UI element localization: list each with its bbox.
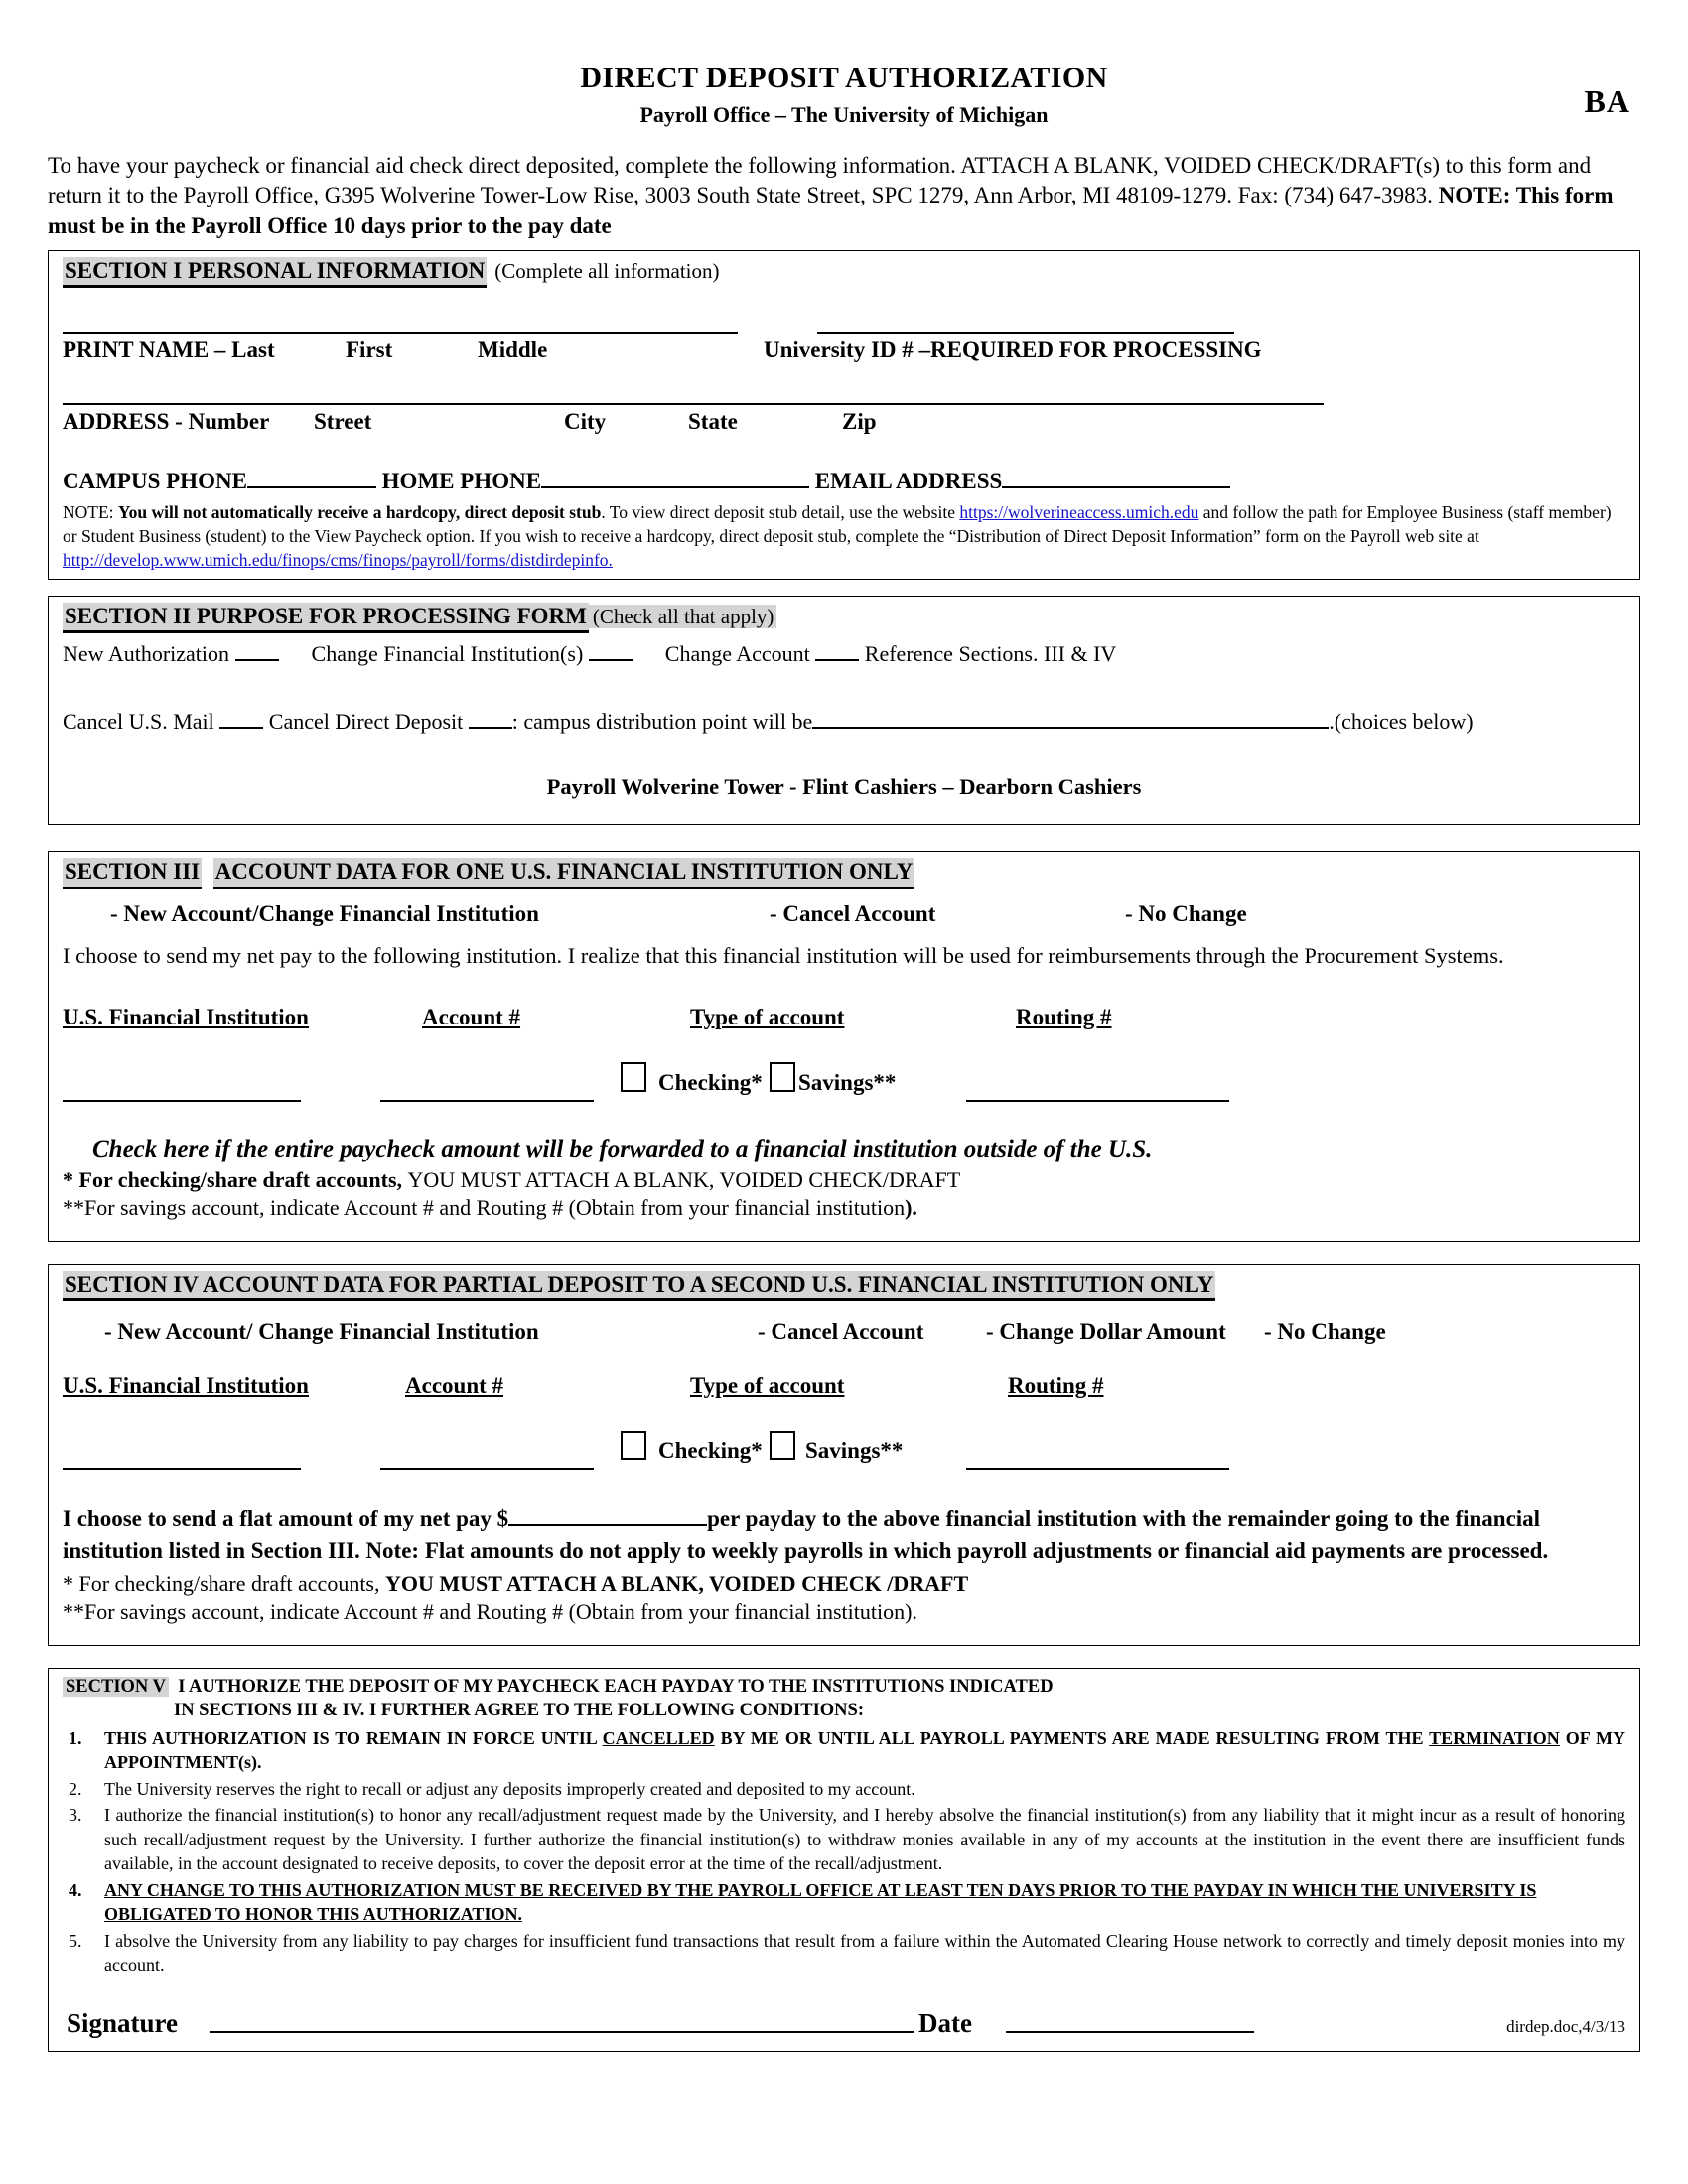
section-4-option-change-amount[interactable]: - Change Dollar Amount (986, 1319, 1226, 1345)
section-3-heading-text: ACCOUNT DATA FOR ONE U.S. FINANCIAL INSTITUTION ONLY (213, 858, 915, 889)
list-item (63, 1878, 1625, 1927)
section-3-footnote-1-pre: * For checking/share draft accounts, (63, 1166, 408, 1192)
label-home-phone: HOME PHONE (381, 469, 542, 494)
section-4-footnote-2: **For savings account, indicate Account # and Routing # (Obtain from your financial institution). (63, 1598, 917, 1624)
section-2-heading-note: (Check all that apply) (589, 605, 777, 628)
section-3-institution-input-line[interactable] (63, 1100, 301, 1102)
section-3-checking-checkbox[interactable] (621, 1062, 646, 1092)
section-3-paragraph: I choose to send my net pay to the following institution. I realize that this financial institution will be used for reimbursements through the Procurement Systems. (63, 942, 1504, 968)
label-middle: Middle (478, 338, 548, 363)
section-4-footnote-1 (63, 1571, 1625, 1597)
option-cancel-mail-blank[interactable] (219, 705, 263, 729)
section-4-institution-input-line[interactable] (63, 1468, 301, 1470)
section-4-options (63, 1319, 1625, 1353)
reference-sections-note: Reference Sections. III & IV (864, 641, 1117, 667)
intro-line-2: CHECK/DRAFT(s) to this form and return it to the Payroll Office, G395 Wolverine Tower-Low Rise, 3003 South State Street, SPC 1279, (48, 152, 1592, 208)
section-5-heading (63, 1675, 1625, 1722)
section-2-heading (49, 597, 1639, 636)
section-3-checking-label: Checking* (658, 1069, 763, 1095)
section-3-footnote-2 (63, 1195, 1625, 1231)
condition-number-5: 5. (69, 1930, 82, 1951)
date-input-line[interactable] (1006, 2031, 1254, 2033)
section-3-column-headers (63, 1005, 1625, 1040)
label-university-id: University ID # –REQUIRED FOR PROCESSING (764, 338, 1262, 363)
label-print-name: PRINT NAME – Last (63, 338, 275, 363)
section-1-note (63, 500, 1625, 572)
section-4-routing-input-line[interactable] (966, 1468, 1229, 1470)
home-phone-input-line[interactable] (541, 465, 809, 488)
section-2-box (48, 596, 1640, 826)
section-4-option-cancel-account[interactable]: - Cancel Account (758, 1319, 924, 1345)
section-4-col-account: Account # (405, 1373, 504, 1399)
section-3-heading (49, 852, 1639, 891)
label-city: City (564, 409, 607, 435)
section-4-savings-checkbox[interactable] (770, 1431, 795, 1460)
condition-text-4 (104, 1878, 1625, 1927)
section-4-footnote-1-bold: YOU MUST ATTACH A BLANK, VOIDED CHECK /DRAFT (385, 1570, 969, 1596)
section-5-box (48, 1668, 1640, 2052)
page-title: DIRECT DEPOSIT AUTHORIZATION (580, 62, 1108, 94)
condition-number-3: 3. (69, 1805, 82, 1826)
section-3-col-routing: Routing # (1016, 1004, 1112, 1029)
section-3-footnote-2-bold: ). (905, 1194, 917, 1220)
option-cancel-dd-label: Cancel Direct Deposit (268, 709, 469, 735)
section-4-body (49, 1319, 1639, 1645)
section-3-account-input-line[interactable] (380, 1100, 594, 1102)
section-5-tag: SECTION V (63, 1677, 169, 1697)
intro-line-1: To have your paycheck or financial aid check direct deposited, complete the following information. ATTACH A BLANK, VOIDED (48, 152, 1252, 178)
option-change-institution-label: Change Financial Institution(s) (311, 641, 589, 667)
label-campus-phone: CAMPUS PHONE (63, 469, 247, 494)
section-4-col-routing: Routing # (1008, 1373, 1104, 1399)
flat-amount-line-3: adjustments or financial aid payments are processed. (1032, 1537, 1549, 1563)
note-bold-1: You will not automatically receive a hardcopy, direct deposit stub (117, 502, 602, 523)
section-3-body (49, 901, 1639, 1241)
section-5-heading-line-1: I AUTHORIZE THE DEPOSIT OF MY PAYCHECK EACH PAYDAY TO THE INSTITUTIONS INDICATED (178, 1676, 1054, 1697)
section-4-heading (49, 1265, 1639, 1304)
section-4-option-new-account[interactable]: - New Account/ Change Financial Institution (104, 1319, 539, 1345)
section-2-heading-text: SECTION II PURPOSE FOR PROCESSING FORM (63, 603, 589, 634)
address-label-row (63, 409, 1625, 439)
note-text-3: complete the “Distribution of Direct Deposit Information” form on the Payroll web site at (855, 526, 1479, 547)
section-3-savings-label: Savings** (798, 1069, 897, 1095)
signature-row (63, 1995, 1625, 2043)
flat-amount-line-2: going to the financial institution listed in Section III. Note: Flat amounts do not apply to weekly payrolls in which payroll (63, 1506, 1541, 1563)
section-3-heading-number: SECTION III (63, 858, 202, 889)
signature-label: Signature (67, 2007, 179, 2038)
section-4-heading-text: SECTION IV ACCOUNT DATA FOR PARTIAL DEPOSIT TO A SECOND U.S. FINANCIAL INSTITUTION ONLY (63, 1271, 1215, 1302)
flat-amount-pre: I choose to send a flat amount of my net pay $ (63, 1506, 509, 1532)
condition-1-c: MADE RESULTING FROM THE (1155, 1727, 1430, 1748)
name-rule-row (63, 332, 1625, 334)
section-1-heading-text: SECTION I PERSONAL INFORMATION (63, 257, 487, 289)
list-item (63, 1929, 1625, 1978)
section-1-body (49, 332, 1639, 578)
condition-text-2: The University reserves the right to recall or adjust any deposits improperly created and deposited to my account. (104, 1778, 915, 1799)
section-2-choices-line: Payroll Wolverine Tower - Flint Cashiers – Dearborn Cashiers (546, 774, 1142, 800)
page-subtitle: Payroll Office – The University of Michigan (639, 101, 1049, 127)
section-4-account-input-line[interactable] (380, 1468, 594, 1470)
condition-1-cancelled: CANCELLED (602, 1727, 715, 1748)
date-label: Date (918, 2007, 972, 2038)
list-item (63, 1777, 1625, 1801)
option-change-account-label: Change Account (664, 641, 816, 667)
section-3-col-type: Type of account (690, 1004, 845, 1029)
university-id-input-line[interactable] (817, 332, 1234, 334)
section-3-option-new-account[interactable]: - New Account/Change Financial Institution (110, 900, 539, 926)
section-3-footnote-2-pre: **For savings account, indicate Account # and Routing # (Obtain from your financial institution (63, 1194, 906, 1220)
section-2-options-row-1 (63, 637, 1625, 667)
section-3-foreign-institution-note[interactable]: Check here if the entire paycheck amount will be forwarded to a financial institution outside of the U.S. (92, 1135, 1153, 1162)
label-zip: Zip (842, 409, 877, 435)
dist-point-input-line[interactable] (812, 705, 1329, 729)
intro-paragraph (48, 151, 1640, 242)
section-2-body (49, 637, 1639, 824)
section-3-option-no-change[interactable]: - No Change (1125, 900, 1247, 926)
intro-line-3-bold: NOTE: This form must be in the Payroll Office 10 days prior to the pay date (48, 183, 1614, 238)
email-input-line[interactable] (1002, 465, 1230, 488)
section-2-options-row-2 (63, 705, 1625, 735)
section-1-heading (49, 251, 1639, 291)
condition-text-1 (104, 1726, 1625, 1775)
section-1-box (48, 250, 1640, 580)
section-4-checking-label: Checking* (658, 1438, 763, 1464)
condition-number-4: 4. (69, 1879, 82, 1900)
document-stamp: dirdep.doc,4/3/13 (1506, 2016, 1625, 2036)
contact-line (63, 465, 1625, 494)
condition-1-a: THIS AUTHORIZATION IS TO REMAIN IN FORCE UNTIL (104, 1727, 603, 1748)
section-4-checking-checkbox[interactable] (621, 1431, 646, 1460)
section-3-col-account: Account # (422, 1004, 521, 1029)
section-4-col-type: Type of account (690, 1373, 845, 1399)
dist-point-text: : campus distribution point will be (511, 709, 813, 735)
list-item (63, 1726, 1625, 1775)
condition-1-d: OF MY APPOINTMENT(s). (104, 1727, 1625, 1773)
section-4-col-institution: U.S. Financial Institution (63, 1373, 309, 1399)
section-5-conditions-list (63, 1726, 1625, 1978)
section-3-box (48, 851, 1640, 1242)
address-zip-input-line[interactable] (1075, 403, 1324, 405)
condition-number-2: 2. (69, 1778, 82, 1799)
section-3-footnote-1 (63, 1167, 1625, 1193)
name-label-row (63, 338, 1625, 367)
condition-1-b: BY ME OR UNTIL ALL PAYROLL PAYMENTS ARE (714, 1727, 1150, 1748)
section-3-footnote-1-bold: YOU MUST ATTACH A BLANK, VOIDED CHECK/DRAFT (407, 1166, 961, 1192)
section-4-savings-label: Savings** (805, 1438, 904, 1464)
signature-input-line[interactable] (210, 2031, 914, 2033)
section-3-option-cancel-account[interactable]: - Cancel Account (770, 900, 936, 926)
option-change-institution-blank[interactable] (589, 637, 633, 661)
section-3-savings-checkbox[interactable] (770, 1062, 795, 1092)
address-input-line[interactable] (63, 403, 1075, 405)
flat-amount-post: per payday to the above financial institution with the remainder (707, 1506, 1330, 1532)
section-1-heading-note: (Complete all information) (494, 258, 720, 283)
option-change-account-blank[interactable] (815, 637, 859, 661)
campus-phone-input-line[interactable] (247, 465, 376, 488)
note-text-2: and follow the path for Employee Business (staff member) or Student Business (student) to the View Paycheck option. If you wish to receive a hardcopy, direct deposit stub, (63, 502, 1612, 547)
distdirdepinfo-link[interactable]: http://develop.www.umich.edu/finops/cms/finops/payroll/forms/distdirdepinfo. (63, 550, 613, 571)
condition-4-line-2: IN WHICH THE UNIVERSITY IS OBLIGATED TO HONOR THIS AUTHORIZATION. (104, 1879, 1537, 1925)
flat-amount-input-line[interactable] (508, 1502, 707, 1526)
note-text-1: . To view direct deposit stub detail, use the website (601, 502, 960, 523)
section-3-field-row (63, 1054, 1625, 1106)
intro-line-3-plain: Ann Arbor, MI 48109-1279. Fax: (734) 647-3983. (973, 183, 1439, 208)
option-new-authorization-blank[interactable] (235, 637, 279, 661)
wolverine-access-link[interactable]: https://wolverineaccess.umich.edu (959, 502, 1199, 523)
option-cancel-mail-label: Cancel U.S. Mail (63, 709, 220, 735)
label-street: Street (314, 409, 372, 435)
address-rule-row (63, 403, 1625, 405)
option-new-authorization-label: New Authorization (63, 641, 235, 667)
print-name-input-line[interactable] (63, 332, 738, 334)
condition-text-5: I absolve the University from any liability to pay charges for insufficient fund transactions that result from a failure within the Automated Clearing House network to correctly and timely deposit monies into my account. (104, 1930, 1625, 1976)
condition-text-3: I authorize the financial institution(s) to honor any recall/adjustment request made by the University, and I hereby absolve the financial institution(s) from any liability that it might incur as a result of honoring such recall/adjustment request by the University. I further authorize the financial institution(s) to withdraw monies available in any of my accounts at the institution in the event there are insufficient funds available, in the account designated to receive deposits, to cover the deposit error at the time of the recall/adjustment. (104, 1805, 1625, 1874)
label-email-address: EMAIL ADDRESS (814, 469, 1003, 494)
section-4-box (48, 1264, 1640, 1646)
section-3-col-institution: U.S. Financial Institution (63, 1004, 309, 1029)
corner-mark-ba: BA (1584, 83, 1630, 119)
section-4-flat-amount-paragraph (63, 1502, 1625, 1566)
section-4-field-row (63, 1423, 1625, 1474)
label-address: ADDRESS - Number (63, 409, 270, 435)
section-4-column-headers (63, 1373, 1625, 1409)
list-item (63, 1803, 1625, 1875)
choices-suffix: .(choices below) (1329, 709, 1474, 735)
condition-1-termination: TERMINATION (1429, 1727, 1560, 1748)
section-3-routing-input-line[interactable] (966, 1100, 1229, 1102)
section-3-options (63, 901, 1625, 935)
condition-number-1: 1. (69, 1727, 82, 1748)
option-cancel-dd-blank[interactable] (469, 705, 512, 729)
section-4-footnote-1-pre: * For checking/share draft accounts, (63, 1570, 385, 1596)
section-4-option-no-change[interactable]: - No Change (1264, 1319, 1386, 1345)
label-first: First (346, 338, 393, 363)
section-5-heading-line-2: IN SECTIONS III & IV. I FURTHER AGREE TO THE FOLLOWING CONDITIONS: (174, 1700, 864, 1720)
note-prefix: NOTE: (63, 502, 118, 523)
form-header (0, 0, 1688, 127)
condition-4-line-1: ANY CHANGE TO THIS AUTHORIZATION MUST BE RECEIVED BY THE PAYROLL OFFICE AT LEAST TEN DAYS PRIOR TO THE PAYDAY (104, 1879, 1264, 1900)
label-state: State (688, 409, 738, 435)
